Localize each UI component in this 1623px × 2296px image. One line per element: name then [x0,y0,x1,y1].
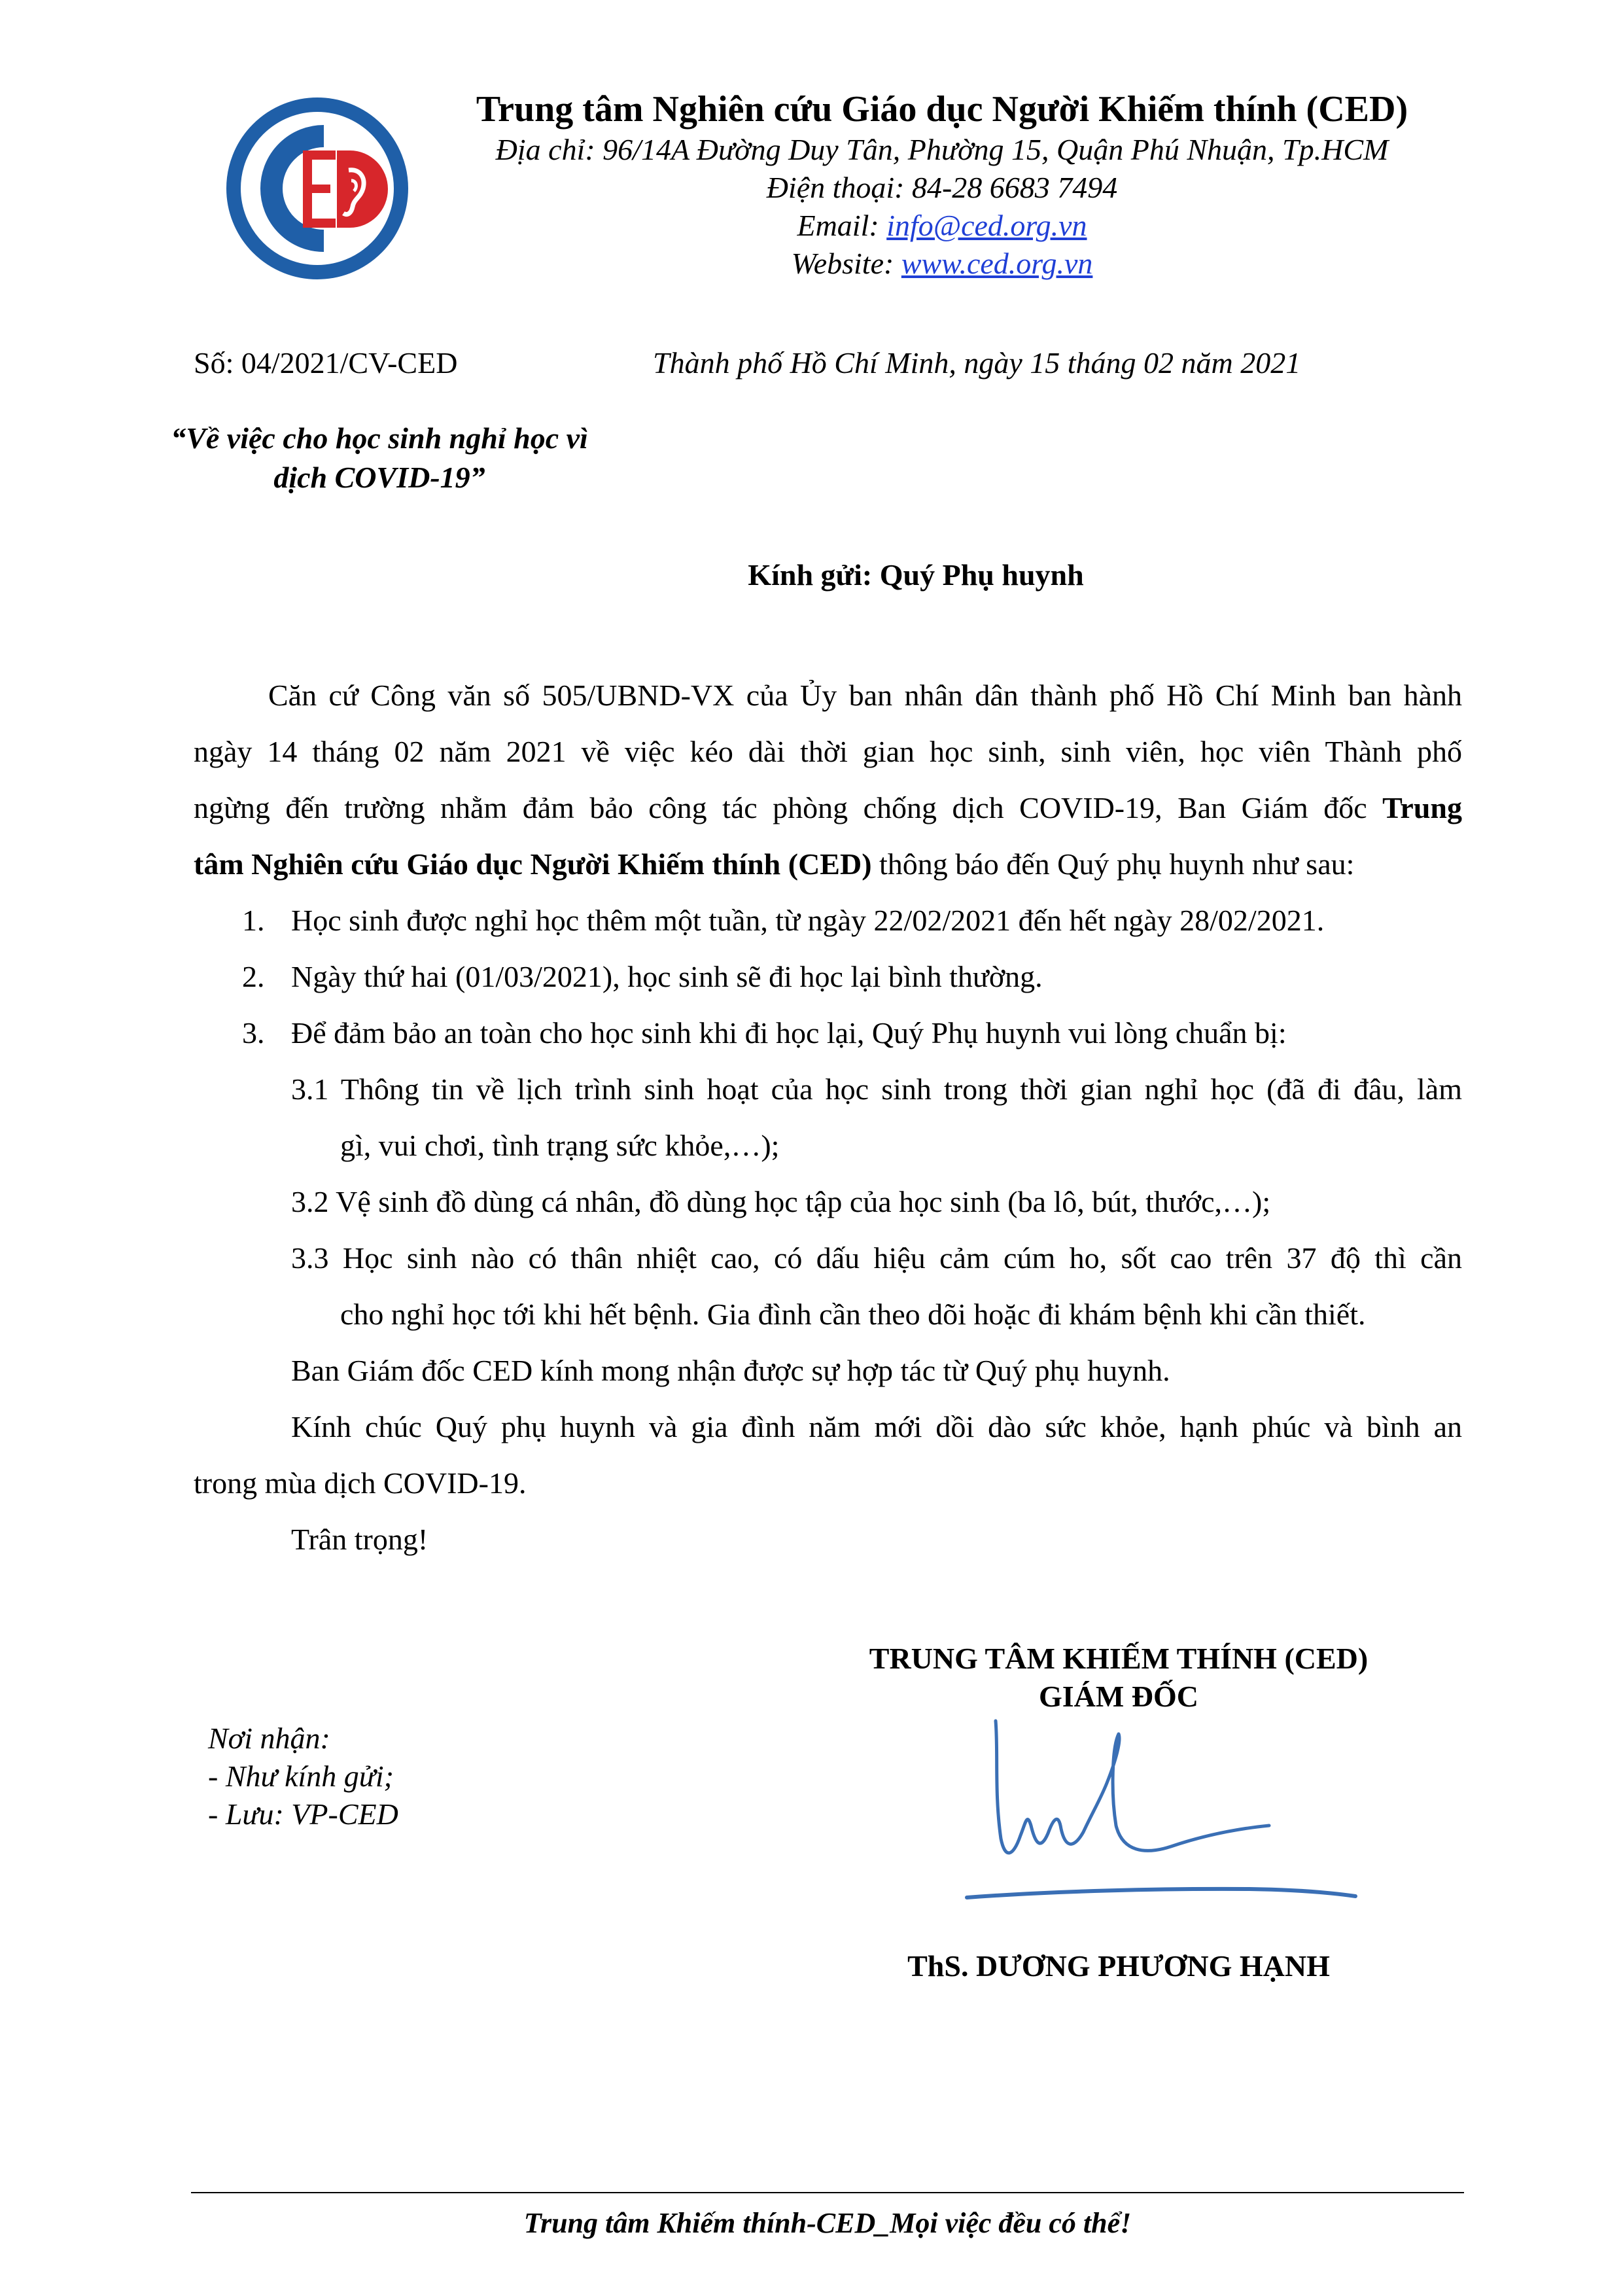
sub-item-1-line-2: gì, vui chơi, tình trạng sức khỏe,…); [340,1129,780,1162]
item-number: 2. [242,960,265,993]
intro-line-3 [194,780,1462,836]
list-item [242,949,1043,1005]
regards: Trân trọng! [291,1523,428,1556]
website-link[interactable]: www.ced.org.vn [901,247,1093,280]
intro-line-3b: Trung [1382,791,1462,824]
item-text: Để đảm bảo an toàn cho học sinh khi đi học lại, Quý Phụ huynh vui lòng chuẩn bị: [291,1016,1287,1050]
subject [144,419,615,497]
org-address: Địa chỉ: 96/14A Đường Duy Tân, Phường 15, Quận Phú Nhuận, Tp.HCM [495,133,1389,166]
date-line: Thành phố Hồ Chí Minh, ngày 15 tháng 02 năm 2021 [653,346,1301,380]
recipient-item: - Lưu: VP-CED [208,1797,398,1831]
item-number: 3. [242,1016,265,1050]
handwritten-signature [955,1695,1374,1930]
closing-paragraph-1: Ban Giám đốc CED kính mong nhận được sự hợp tác từ Quý phụ huynh. [291,1354,1170,1387]
email-link[interactable]: info@ced.org.vn [886,209,1087,242]
reference-number: Số: 04/2021/CV-CED [194,346,458,380]
sub-item-1-line-1: 3.1 Thông tin về lịch trình sinh hoạt của học sinh trong thời gian nghỉ học (đã đi đâu, làm [291,1072,1462,1106]
signature-org: TRUNG TÂM KHIẾM THÍNH (CED) [869,1642,1369,1675]
org-website [386,245,1498,283]
recipients-label: Nơi nhận: [208,1722,330,1755]
org-email [386,207,1498,245]
email-label: Email: [797,209,887,242]
intro-line-4b: thông báo đến Quý phụ huynh như sau: [871,847,1355,881]
intro-line-2: ngày 14 tháng 02 năm 2021 về việc kéo dài thời gian học sinh, sinh viên, học viên Thành phố [194,735,1462,768]
item-text: Học sinh được nghỉ học thêm một tuần, từ ngày 22/02/2021 đến hết ngày 28/02/2021. [291,904,1325,937]
item-number: 1. [242,904,265,937]
closing-paragraph-2-line-1: Kính chúc Quý phụ huynh và gia đình năm mới dồi dào sức khỏe, hạnh phúc và bình an [291,1410,1462,1443]
subject-line-2: dịch COVID-19” [273,461,485,494]
subject-line-1: “Về việc cho học sinh nghỉ học vì [171,421,588,455]
intro-line-4a: tâm Nghiên cứu Giáo dục Người Khiếm thính (CED) [194,847,872,881]
recipients [208,1720,398,1833]
sub-item-2: 3.2 Vệ sinh đồ dùng cá nhân, đồ dùng học tập của học sinh (ba lô, bút, thước,…); [291,1185,1271,1218]
item-text: Ngày thứ hai (01/03/2021), học sinh sẽ đi học lại bình thường. [291,960,1043,993]
footer-divider [191,2192,1464,2193]
intro-line-4 [194,836,1462,892]
salutation: Kính gửi: Quý Phụ huynh [748,558,1084,592]
ced-logo [226,97,409,280]
sub-item-3-line-2: cho nghỉ học tới khi hết bệnh. Gia đình cần theo dõi hoặc đi khám bệnh khi cần thiết. [340,1298,1366,1331]
list-item [242,892,1324,949]
footer-slogan: Trung tâm Khiếm thính-CED_Mọi việc đều có thể! [523,2207,1132,2239]
signature-title: GIÁM ĐỐC [1038,1680,1199,1713]
closing-paragraph-2-line-2: trong mùa dịch COVID-19. [194,1466,527,1500]
intro-line-1: Căn cứ Công văn số 505/UBND-VX của Ủy ban nhân dân thành phố Hồ Chí Minh ban hành [268,679,1462,712]
org-name: Trung tâm Nghiên cứu Giáo dục Người Khiếm thính (CED) [476,89,1408,130]
list-item [242,1005,1287,1061]
website-label: Website: [791,247,901,280]
org-phone: Điện thoại: 84-28 6683 7494 [766,171,1118,204]
intro-line-3a: ngừng đến trường nhằm đảm bảo công tác phòng chống dịch COVID-19, Ban Giám đốc [194,791,1383,824]
sub-item-3-line-1: 3.3 Học sinh nào có thân nhiệt cao, có dấu hiệu cảm cúm ho, sốt cao trên 37 độ thì cần [291,1241,1462,1275]
signer-name: ThS. DƯƠNG PHƯƠNG HẠNH [907,1949,1330,1983]
recipient-item: - Như kính gửi; [208,1759,394,1793]
